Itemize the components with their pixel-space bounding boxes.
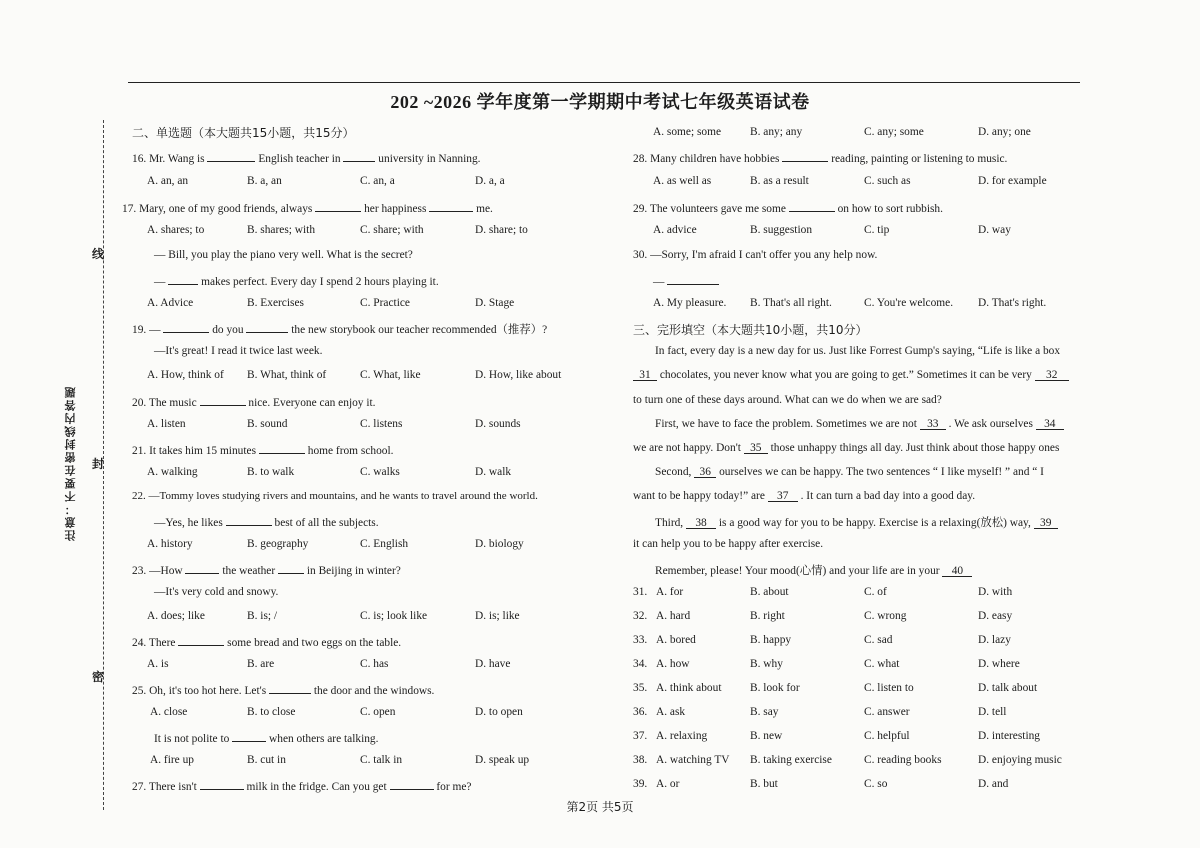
q18-stem: makes perfect. Every day I spend 2 hours playing it. <box>201 276 439 288</box>
cloze-blank-35: 35 <box>744 442 768 454</box>
cloze-paragraph-line-7 <box>633 490 975 502</box>
q24-stem-b: some bread and two eggs on the table. <box>227 637 402 649</box>
question-19-reply: —It's great! I read it twice last week. <box>154 345 323 357</box>
cloze-option: D. talk about <box>978 682 1038 694</box>
question-28 <box>633 150 1007 165</box>
q28-option-a: A. as well as <box>653 175 712 187</box>
q16-option-d: D. a, a <box>475 175 505 187</box>
q20-stem-b: nice. Everyone can enjoy it. <box>248 397 376 409</box>
q23-stem-c: in Beijing in winter? <box>306 565 401 577</box>
q21-option-d: D. walk <box>475 466 512 478</box>
q23-stem-a: 23. —How <box>132 565 183 577</box>
question-30-line-1: 30. —Sorry, I'm afraid I can't offer you any help now. <box>633 249 878 261</box>
q20-option-b: B. sound <box>247 418 288 430</box>
question-24 <box>132 634 401 649</box>
q19-option-a: A. How, think of <box>147 369 224 381</box>
q24-stem-a: 24. There <box>132 637 176 649</box>
cloze-option: B. taking exercise <box>750 754 832 766</box>
cloze-paragraph-line-9: it can help you to be happy after exercise. <box>633 538 824 550</box>
q20-option-a: A. listen <box>147 418 186 430</box>
cloze-option: C. sad <box>864 634 893 646</box>
q23-stem-b: the weather <box>222 565 276 577</box>
question-17 <box>122 200 493 215</box>
q27-option-d: D. any; one <box>978 126 1031 138</box>
cloze-option: B. happy <box>750 634 792 646</box>
cloze-question-number: 31. <box>633 586 648 598</box>
cloze-option: A. or <box>656 778 680 790</box>
q23-option-b: B. is; / <box>247 610 278 622</box>
q17-option-b: B. shares; with <box>247 224 316 236</box>
cloze-option: C. so <box>864 778 888 790</box>
section-title-single-choice: 二、单选题（本大题共15小题，共15分） <box>132 126 355 140</box>
question-25 <box>132 682 434 697</box>
cloze-question-number: 37. <box>633 730 648 742</box>
q26-option-a: A. fire up <box>150 754 194 766</box>
q21-option-c: C. walks <box>360 466 400 478</box>
q29-option-a: A. advice <box>653 224 697 236</box>
q30-option-c: C. You're welcome. <box>864 297 954 309</box>
cloze-paragraph-line-1: In fact, every day is a new day for us. Just like Forrest Gump's saying, “Life is like a box <box>655 345 1061 357</box>
q22-stem-a: —Yes, he likes <box>154 517 223 529</box>
q29-stem-a: 29. The volunteers gave me some <box>633 203 786 215</box>
cloze-blank-37: 37 <box>768 490 798 502</box>
cloze-paragraph-line-8 <box>655 514 1058 530</box>
q22-option-c: C. English <box>360 538 409 550</box>
q29-option-d: D. way <box>978 224 1011 236</box>
cloze-blank-36: 36 <box>694 466 716 478</box>
q22-stem-b: best of all the subjects. <box>274 517 379 529</box>
page-title: 202 ~2026 学年度第一学期期中考试七年级英语试卷 <box>390 92 810 112</box>
cloze-question-number: 35. <box>633 682 648 694</box>
q17-option-d: D. share; to <box>475 224 528 236</box>
cloze-option: D. enjoying music <box>978 754 1062 766</box>
q30-option-d: D. That's right. <box>978 297 1047 309</box>
top-rule <box>128 82 1080 83</box>
cloze-option: D. with <box>978 586 1013 598</box>
q16-stem-a: 16. Mr. Wang is <box>132 153 205 165</box>
cloze-text-5a: we are not happy. Don't <box>633 442 741 454</box>
cloze-text-8b: is a good way for you to be happy. Exercise is a relaxing(放松) way, <box>718 517 1031 529</box>
q25-stem-b: the door and the windows. <box>313 685 435 697</box>
q20-option-c: C. listens <box>360 418 403 430</box>
q25-blank <box>269 682 311 694</box>
q25-stem-a: 25. Oh, it's too hot here. Let's <box>132 685 267 697</box>
cloze-question-number: 39. <box>633 778 648 790</box>
cloze-text-6b: ourselves we can be happy. The two sentences “ I like myself! ” and “ I <box>719 466 1044 478</box>
question-26 <box>154 730 378 745</box>
q17-stem-b: her happiness <box>364 203 427 215</box>
cloze-option: A. for <box>656 586 684 598</box>
cloze-text-2a: chocolates, you never know what you are going to get.” Sometimes it can be very <box>659 369 1032 381</box>
q18-dash: — <box>154 276 166 288</box>
cloze-option: D. and <box>978 778 1009 790</box>
cloze-option: B. right <box>750 610 785 622</box>
cloze-text-4b: . We ask ourselves <box>948 418 1033 430</box>
cloze-option: B. say <box>750 706 779 718</box>
seal-char-secret: 密 <box>92 670 105 684</box>
question-18-line-1: — Bill, you play the piano very well. What is the secret? <box>154 249 413 261</box>
q28-stem-b: reading, painting or listening to music. <box>831 153 1008 165</box>
cloze-option: D. where <box>978 658 1020 670</box>
cloze-option: A. think about <box>656 682 722 694</box>
q24-blank <box>178 634 224 646</box>
q28-option-c: C. such as <box>864 175 911 187</box>
q18-option-c: C. Practice <box>360 297 410 309</box>
cloze-blank-38: 38 <box>686 517 716 529</box>
cloze-question-number: 36. <box>633 706 648 718</box>
cloze-option: B. but <box>750 778 778 790</box>
question-20 <box>132 394 376 409</box>
q24-option-c: C. has <box>360 658 389 670</box>
cloze-question-number: 33. <box>633 634 648 646</box>
seal-char-line: 线 <box>92 247 105 261</box>
cloze-option: B. new <box>750 730 783 742</box>
q27-option-b: B. any; any <box>750 126 803 138</box>
q27-stem-c: for me? <box>436 781 472 793</box>
q30-option-a: A. My pleasure. <box>653 297 727 309</box>
q25-option-d: D. to open <box>475 706 523 718</box>
cloze-text-6a: Second, <box>655 466 692 478</box>
cloze-option: A. ask <box>656 706 686 718</box>
q30-option-b: B. That's all right. <box>750 297 832 309</box>
q16-blank-2 <box>343 150 375 162</box>
q30-blank <box>667 273 719 285</box>
q20-stem-a: 20. The music <box>132 397 197 409</box>
cloze-option: C. what <box>864 658 900 670</box>
q17-blank-2 <box>429 200 473 212</box>
cloze-blank-39: 39 <box>1034 517 1058 529</box>
q21-blank <box>259 442 305 454</box>
q18-blank <box>168 273 198 285</box>
q21-stem-a: 21. It takes him 15 minutes <box>132 445 257 457</box>
question-30-line-2 <box>653 273 719 288</box>
q19-option-c: C. What, like <box>360 369 421 381</box>
cloze-blank-40: 40 <box>942 565 972 577</box>
q26-stem-a: It is not polite to <box>154 733 230 745</box>
q27-stem-a: 27. There isn't <box>132 781 197 793</box>
cloze-option: C. of <box>864 586 887 598</box>
q24-option-d: D. have <box>475 658 511 670</box>
cloze-option: A. watching TV <box>656 754 730 766</box>
q29-option-c: C. tip <box>864 224 890 236</box>
q21-option-b: B. to walk <box>247 466 295 478</box>
q22-option-a: A. history <box>147 538 193 550</box>
q24-option-b: B. are <box>247 658 275 670</box>
cloze-paragraph-line-2 <box>633 369 1069 381</box>
q16-blank-1 <box>207 150 255 162</box>
cloze-blank-32: 32 <box>1035 369 1069 381</box>
q22-blank <box>226 514 272 526</box>
cloze-paragraph-line-6 <box>655 466 1044 478</box>
page-footer: 第2页 共5页 <box>566 800 634 814</box>
cloze-text-8a: Third, <box>655 517 684 529</box>
q17-blank-1 <box>315 200 361 212</box>
q23-option-a: A. does; like <box>147 610 205 622</box>
q16-option-b: B. a, an <box>247 175 282 187</box>
cloze-text-7b: . It can turn a bad day into a good day. <box>800 490 976 502</box>
cloze-option: C. listen to <box>864 682 914 694</box>
cloze-blank-34: 34 <box>1036 418 1064 430</box>
cloze-option: D. lazy <box>978 634 1011 646</box>
q20-blank <box>200 394 246 406</box>
q26-stem-b: when others are talking. <box>269 733 379 745</box>
q18-option-a: A. Advice <box>147 297 194 309</box>
cloze-question-number: 34. <box>633 658 648 670</box>
q19-blank-2 <box>246 321 288 333</box>
q21-stem-b: home from school. <box>307 445 394 457</box>
q17-option-a: A. shares; to <box>147 224 205 236</box>
question-23 <box>132 562 401 577</box>
cloze-option: C. answer <box>864 706 910 718</box>
q28-option-b: B. as a result <box>750 175 809 187</box>
q26-option-b: B. cut in <box>247 754 286 766</box>
cloze-blank-31: 31 <box>633 369 657 381</box>
q17-option-c: C. share; with <box>360 224 424 236</box>
question-22-line-2 <box>154 514 379 529</box>
q19-option-b: B. What, think of <box>247 369 327 381</box>
cloze-option: D. easy <box>978 610 1013 622</box>
q19-stem-b: do you <box>212 324 244 336</box>
q19-stem-c: the new storybook our teacher recommended（推荐）? <box>291 324 548 336</box>
q17-stem-c: me. <box>476 203 493 215</box>
q26-blank <box>232 730 266 742</box>
q18-option-d: D. Stage <box>475 297 515 309</box>
cloze-option: A. bored <box>656 634 696 646</box>
question-29 <box>633 200 943 215</box>
section-title-cloze: 三、完形填空（本大题共10小题，共10分） <box>633 323 868 337</box>
question-16 <box>132 150 481 165</box>
cloze-option: B. about <box>750 586 789 598</box>
q27-option-a: A. some; some <box>653 126 722 138</box>
q23-option-c: C. is; look like <box>360 610 428 622</box>
cloze-option: D. interesting <box>978 730 1041 742</box>
q25-option-a: A. close <box>150 706 188 718</box>
q27-blank-2 <box>390 778 434 790</box>
cloze-paragraph-line-5 <box>633 442 1059 454</box>
cloze-text-10a: Remember, please! Your mood(心情) and your life are in your <box>655 565 940 577</box>
cloze-paragraph-line-4 <box>655 418 1064 430</box>
q30-dash: — <box>653 276 665 288</box>
q16-stem-b: English teacher in <box>258 153 341 165</box>
q23-blank-1 <box>185 562 219 574</box>
question-19 <box>132 321 547 337</box>
cloze-question-number: 32. <box>633 610 648 622</box>
cloze-option: A. relaxing <box>656 730 708 742</box>
cloze-option: A. hard <box>656 610 691 622</box>
q29-option-b: B. suggestion <box>750 224 813 236</box>
q28-blank <box>782 150 828 162</box>
q19-blank-1 <box>163 321 209 333</box>
q16-option-a: A. an, an <box>147 175 189 187</box>
q19-option-d: D. How, like about <box>475 369 562 381</box>
q28-option-d: D. for example <box>978 175 1047 187</box>
q26-option-c: C. talk in <box>360 754 403 766</box>
cloze-text-4a: First, we have to face the problem. Sometimes we are not <box>655 418 917 430</box>
q20-option-d: D. sounds <box>475 418 521 430</box>
q19-stem-a: 19. — <box>132 324 161 336</box>
cloze-paragraph-line-10 <box>655 562 972 578</box>
cloze-option: C. helpful <box>864 730 910 742</box>
cloze-option: C. wrong <box>864 610 907 622</box>
q27-option-c: C. any; some <box>864 126 924 138</box>
question-27 <box>132 778 472 793</box>
margin-note: 注意：不要在密封线内答题 <box>64 385 77 541</box>
q27-stem-b: milk in the fridge. Can you get <box>246 781 387 793</box>
seal-char-seal: 封 <box>92 457 105 471</box>
cloze-option: B. look for <box>750 682 800 694</box>
q25-option-c: C. open <box>360 706 396 718</box>
cloze-blank-33: 33 <box>920 418 946 430</box>
q23-option-d: D. is; like <box>475 610 520 622</box>
q22-option-d: D. biology <box>475 538 524 550</box>
cloze-option: C. reading books <box>864 754 942 766</box>
q16-option-c: C. an, a <box>360 175 395 187</box>
q16-stem-c: university in Nanning. <box>378 153 481 165</box>
cloze-option: B. why <box>750 658 783 670</box>
cloze-option: D. tell <box>978 706 1007 718</box>
q24-option-a: A. is <box>147 658 169 670</box>
cloze-option: A. how <box>656 658 690 670</box>
q23-blank-2 <box>278 562 304 574</box>
q27-blank-1 <box>200 778 244 790</box>
q17-stem-a: 17. Mary, one of my good friends, always <box>122 203 313 215</box>
cloze-paragraph-line-3: to turn one of these days around. What can we do when we are sad? <box>633 394 942 406</box>
q29-blank <box>789 200 835 212</box>
q29-stem-b: on how to sort rubbish. <box>837 203 943 215</box>
question-21 <box>132 442 393 457</box>
q21-option-a: A. walking <box>147 466 198 478</box>
cloze-text-7a: want to be happy today!” are <box>633 490 765 502</box>
question-18-line-2 <box>154 273 439 288</box>
question-22-line-1: 22. —Tommy loves studying rivers and mountains, and he wants to travel around the world. <box>132 490 538 502</box>
q25-option-b: B. to close <box>247 706 296 718</box>
question-23-reply: —It's very cold and snowy. <box>154 586 279 598</box>
q18-option-b: B. Exercises <box>247 297 304 309</box>
q26-option-d: D. speak up <box>475 754 530 766</box>
cloze-question-number: 38. <box>633 754 648 766</box>
q22-option-b: B. geography <box>247 538 309 550</box>
q28-stem-a: 28. Many children have hobbies <box>633 153 780 165</box>
cloze-text-5b: those unhappy things all day. Just think about those happy ones <box>770 442 1060 454</box>
